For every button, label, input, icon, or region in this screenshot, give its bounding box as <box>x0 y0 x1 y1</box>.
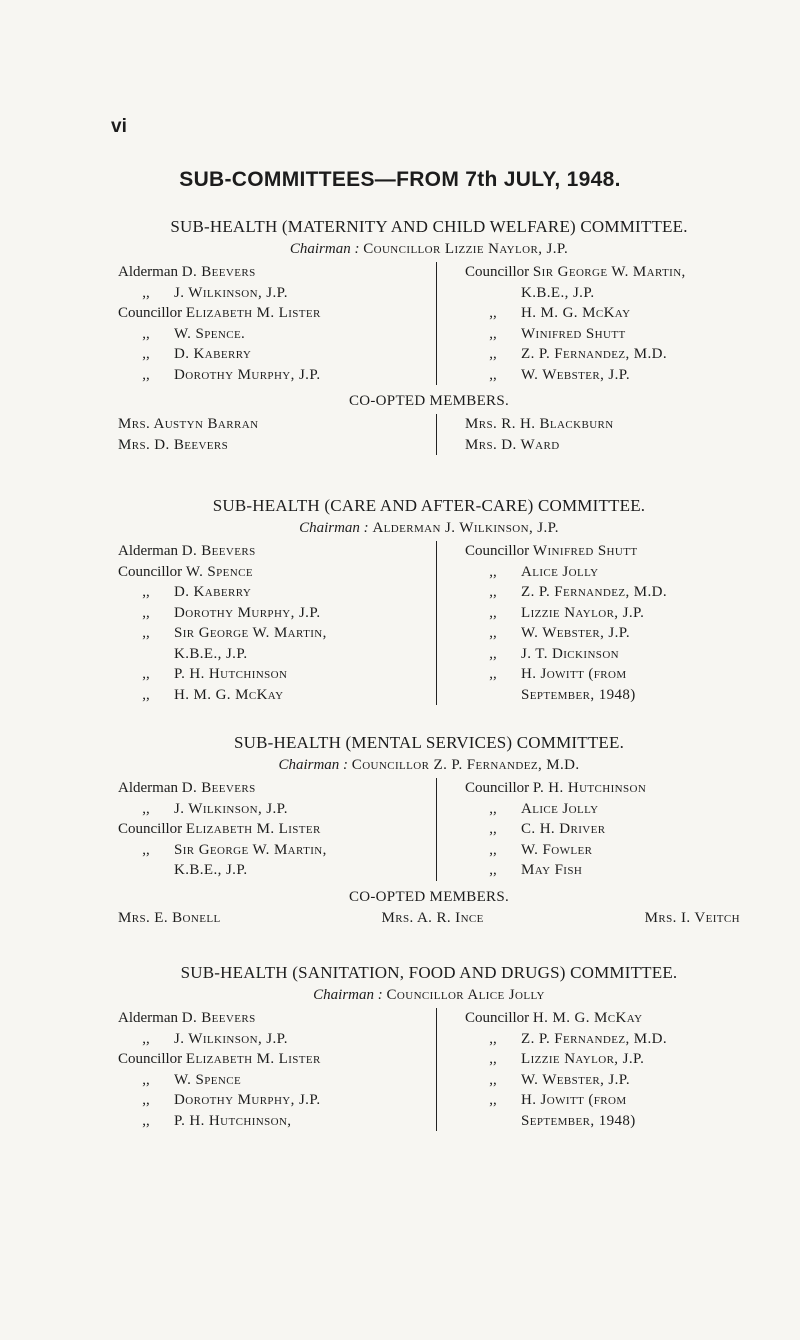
member-name: J. Wilkinson, J.P. <box>174 800 288 817</box>
coopted-member: Mrs. D. Ward <box>465 436 560 453</box>
member-entry <box>118 303 436 324</box>
committee-title: SUB-HEALTH (CARE AND AFTER-CARE) COMMITTEE. <box>212 496 646 515</box>
chairman-line <box>118 757 740 774</box>
member-entry <box>465 1008 740 1029</box>
member-title: Alderman <box>118 543 178 559</box>
ditto-mark: ,, <box>489 1051 497 1067</box>
member-name: H. Jowitt (from <box>521 666 627 682</box>
members-right <box>436 262 740 385</box>
ditto-mark: ,, <box>489 645 497 662</box>
member-name: J. Wilkinson, J.P. <box>174 284 288 301</box>
member-name: Elizabeth M. Lister <box>185 305 321 321</box>
ditto-mark: ,, <box>142 686 150 703</box>
member-name: D. Kaberry <box>174 584 252 600</box>
member-entry <box>465 344 740 365</box>
member-entry <box>465 778 740 799</box>
members-right <box>436 778 740 881</box>
ditto-mark: ,, <box>489 821 497 837</box>
member-name: Sir George W. Martin, <box>174 841 327 858</box>
member-name: D. Beevers <box>181 1010 256 1026</box>
coopted-member: Mrs. A. R. Ince <box>381 909 484 926</box>
committee-maternity-child-welfare <box>118 217 740 455</box>
member-name: H. Jowitt (from <box>521 1092 627 1108</box>
member-name: W. Spence <box>174 1071 242 1088</box>
coopted-right <box>436 414 740 455</box>
ditto-mark: ,, <box>489 366 497 383</box>
member-entry <box>118 840 436 861</box>
member-name: W. Spence <box>185 563 253 580</box>
member-entry <box>118 283 436 304</box>
ditto-mark: ,, <box>489 325 497 342</box>
committee-mental-services <box>118 733 740 927</box>
member-name: D. Beevers <box>181 780 256 796</box>
member-entry <box>118 562 436 583</box>
member-name: J. T. Dickinson <box>521 645 620 662</box>
chairman-name: Councillor Lizzie Naylor, J.P. <box>363 241 569 257</box>
member-entry <box>465 840 740 861</box>
ditto-mark: ,, <box>142 1092 150 1108</box>
ditto-mark: ,, <box>489 841 497 858</box>
committee-title: SUB-HEALTH (MATERNITY AND CHILD WELFARE) COMMITTEE. <box>170 217 688 236</box>
member-entry <box>465 1070 740 1091</box>
member-entry <box>465 1029 740 1050</box>
ditto-mark: ,, <box>142 666 150 682</box>
member-entry <box>118 799 436 820</box>
member-entry <box>465 1090 740 1111</box>
member-columns <box>118 262 740 385</box>
member-entry <box>118 262 436 283</box>
member-title: Councillor <box>465 1010 530 1026</box>
member-name: Alice Jolly <box>521 800 599 817</box>
member-columns <box>118 541 740 705</box>
ditto-mark: ,, <box>142 325 150 342</box>
chairman-name: Councillor Alice Jolly <box>386 987 545 1003</box>
member-name: Winifred Shutt <box>521 325 626 342</box>
member-entry <box>465 623 740 644</box>
member-name: Z. P. Fernandez, M.D. <box>521 1030 668 1047</box>
ditto-mark: ,, <box>142 800 150 817</box>
member-entry <box>118 819 436 840</box>
ditto-mark: ,, <box>142 284 150 301</box>
member-title: Alderman <box>118 780 178 796</box>
committee-title: SUB-HEALTH (MENTAL SERVICES) COMMITTEE. <box>233 733 625 752</box>
member-entry <box>118 1090 436 1111</box>
member-title: Alderman <box>118 1010 178 1026</box>
member-entry <box>118 685 436 706</box>
member-name: P. H. Hutchinson <box>174 666 288 682</box>
ditto-mark: ,, <box>142 1071 150 1088</box>
coopted-member: Mrs. R. H. Blackburn <box>465 416 614 432</box>
member-name: Lizzie Naylor, J.P. <box>521 1051 645 1067</box>
ditto-mark: ,, <box>142 366 150 383</box>
member-title: Councillor <box>118 1051 183 1067</box>
member-entry <box>118 623 436 644</box>
member-columns <box>118 778 740 881</box>
member-entry <box>118 1008 436 1029</box>
member-title: Alderman <box>118 264 178 280</box>
chairman-line <box>118 987 740 1004</box>
member-entry <box>118 778 436 799</box>
member-name: P. H. Hutchinson <box>532 780 647 796</box>
member-name: May Fish <box>521 862 583 878</box>
ditto-mark: ,, <box>142 625 150 641</box>
coopted-member: Mrs. D. Beevers <box>118 436 229 453</box>
member-name-continued: K.B.E., J.P. <box>174 862 248 878</box>
member-entry <box>118 344 436 365</box>
ditto-mark: ,, <box>489 305 497 321</box>
member-entry <box>118 1070 436 1091</box>
member-entry <box>465 262 740 283</box>
ditto-mark: ,, <box>142 1030 150 1047</box>
member-name: H. M. G. McKay <box>174 686 284 703</box>
chairman-role: Chairman : <box>299 520 369 536</box>
member-entry <box>465 644 740 665</box>
members-left <box>118 541 436 705</box>
coopted-member: Mrs. E. Bonell <box>118 909 221 926</box>
page-number: vi <box>111 116 127 137</box>
member-entry <box>465 860 740 881</box>
member-entry <box>465 324 740 345</box>
committee-care-after-care <box>118 496 740 705</box>
member-title: Councillor <box>465 543 530 559</box>
chairman-role: Chairman : <box>289 241 360 257</box>
member-entry <box>118 603 436 624</box>
member-name: W. Spence. <box>174 325 246 342</box>
ditto-mark: ,, <box>489 862 497 878</box>
ditto-mark: ,, <box>489 1092 497 1108</box>
member-name-continued: September, 1948) <box>521 686 636 703</box>
member-name-continued: September, 1948) <box>521 1112 636 1129</box>
member-name: H. M. G. McKay <box>521 305 631 321</box>
members-left <box>118 778 436 881</box>
ditto-mark: ,, <box>489 666 497 682</box>
coopted-title: CO-OPTED MEMBERS. <box>348 888 510 905</box>
committee-sanitation-food-drugs <box>118 963 740 1131</box>
member-name: J. Wilkinson, J.P. <box>174 1030 288 1047</box>
chairman-role: Chairman : <box>313 987 383 1003</box>
ditto-mark: ,, <box>489 584 497 600</box>
ditto-mark: ,, <box>142 346 150 362</box>
member-entry <box>465 799 740 820</box>
members-left <box>118 1008 436 1131</box>
member-entry <box>118 1111 436 1132</box>
members-left <box>118 262 436 385</box>
member-title: Councillor <box>118 305 183 321</box>
coopted-members <box>118 910 740 927</box>
chairman-name: Councillor Z. P. Fernandez, M.D. <box>351 757 580 773</box>
ditto-mark: ,, <box>489 1030 497 1047</box>
member-entry <box>465 582 740 603</box>
member-name: D. Kaberry <box>174 346 252 362</box>
member-name: Dorothy Murphy, J.P. <box>174 366 321 383</box>
member-title: Councillor <box>465 780 530 796</box>
member-name: W. Webster, J.P. <box>521 1071 631 1088</box>
coopted-member: Mrs. I. Veitch <box>644 909 740 926</box>
member-name: W. Webster, J.P. <box>521 625 631 641</box>
member-name: P. H. Hutchinson, <box>174 1112 292 1129</box>
ditto-mark: ,, <box>142 604 150 621</box>
chairman-name: Alderman J. Wilkinson, J.P. <box>372 520 559 536</box>
member-name-continued: K.B.E., J.P. <box>174 645 248 662</box>
ditto-mark: ,, <box>142 584 150 600</box>
member-name: Lizzie Naylor, J.P. <box>521 604 645 621</box>
member-name: Sir George W. Martin, <box>532 264 686 280</box>
member-name: Elizabeth M. Lister <box>185 821 321 837</box>
member-name: W. Fowler <box>521 841 593 858</box>
ditto-mark: ,, <box>489 625 497 641</box>
member-name: H. M. G. McKay <box>532 1010 643 1026</box>
coopted-title: CO-OPTED MEMBERS. <box>348 393 510 409</box>
member-entry <box>118 541 436 562</box>
member-name: W. Webster, J.P. <box>521 366 631 383</box>
member-name: Z. P. Fernandez, M.D. <box>521 346 668 362</box>
member-title: Councillor <box>465 264 530 280</box>
member-name: Z. P. Fernandez, M.D. <box>521 584 668 600</box>
member-columns <box>118 1008 740 1131</box>
member-entry <box>118 324 436 345</box>
member-name: Sir George W. Martin, <box>174 625 327 641</box>
ditto-mark: ,, <box>142 841 150 858</box>
member-name: D. Beevers <box>181 264 256 280</box>
ditto-mark: ,, <box>489 1071 497 1088</box>
committee-title: SUB-HEALTH (SANITATION, FOOD AND DRUGS) COMMITTEE. <box>180 963 678 982</box>
member-name: D. Beevers <box>181 543 256 559</box>
ditto-mark: ,, <box>489 346 497 362</box>
page-title: SUB-COMMITTEES—FROM 7th JULY, 1948. <box>179 168 621 191</box>
member-name: Alice Jolly <box>521 563 599 580</box>
member-entry <box>118 1049 436 1070</box>
ditto-mark: ,, <box>489 800 497 817</box>
member-entry <box>465 1049 740 1070</box>
coopted-member: Mrs. Austyn Barran <box>118 416 259 432</box>
member-entry <box>465 541 740 562</box>
member-entry <box>118 664 436 685</box>
chairman-line <box>118 520 740 537</box>
member-entry <box>465 303 740 324</box>
member-title: Councillor <box>118 563 183 580</box>
ditto-mark: ,, <box>489 563 497 580</box>
member-entry <box>465 664 740 685</box>
member-entry <box>465 819 740 840</box>
member-entry <box>118 582 436 603</box>
coopted-left <box>118 414 436 455</box>
member-name: Dorothy Murphy, J.P. <box>174 1092 321 1108</box>
member-name: Dorothy Murphy, J.P. <box>174 604 321 621</box>
chairman-line <box>118 241 740 258</box>
members-right <box>436 541 740 705</box>
member-entry <box>118 365 436 386</box>
chairman-role: Chairman : <box>278 757 349 773</box>
ditto-mark: ,, <box>142 1112 150 1129</box>
member-entry <box>465 562 740 583</box>
members-right <box>436 1008 740 1131</box>
coopted-members <box>118 414 740 455</box>
member-name: C. H. Driver <box>521 821 606 837</box>
member-name: Elizabeth M. Lister <box>185 1051 321 1067</box>
member-entry <box>465 603 740 624</box>
member-title: Councillor <box>118 821 183 837</box>
member-entry <box>465 365 740 386</box>
member-entry <box>118 1029 436 1050</box>
member-name: Winifred Shutt <box>532 543 638 559</box>
member-name-continued: K.B.E., J.P. <box>521 284 595 301</box>
ditto-mark: ,, <box>489 604 497 621</box>
